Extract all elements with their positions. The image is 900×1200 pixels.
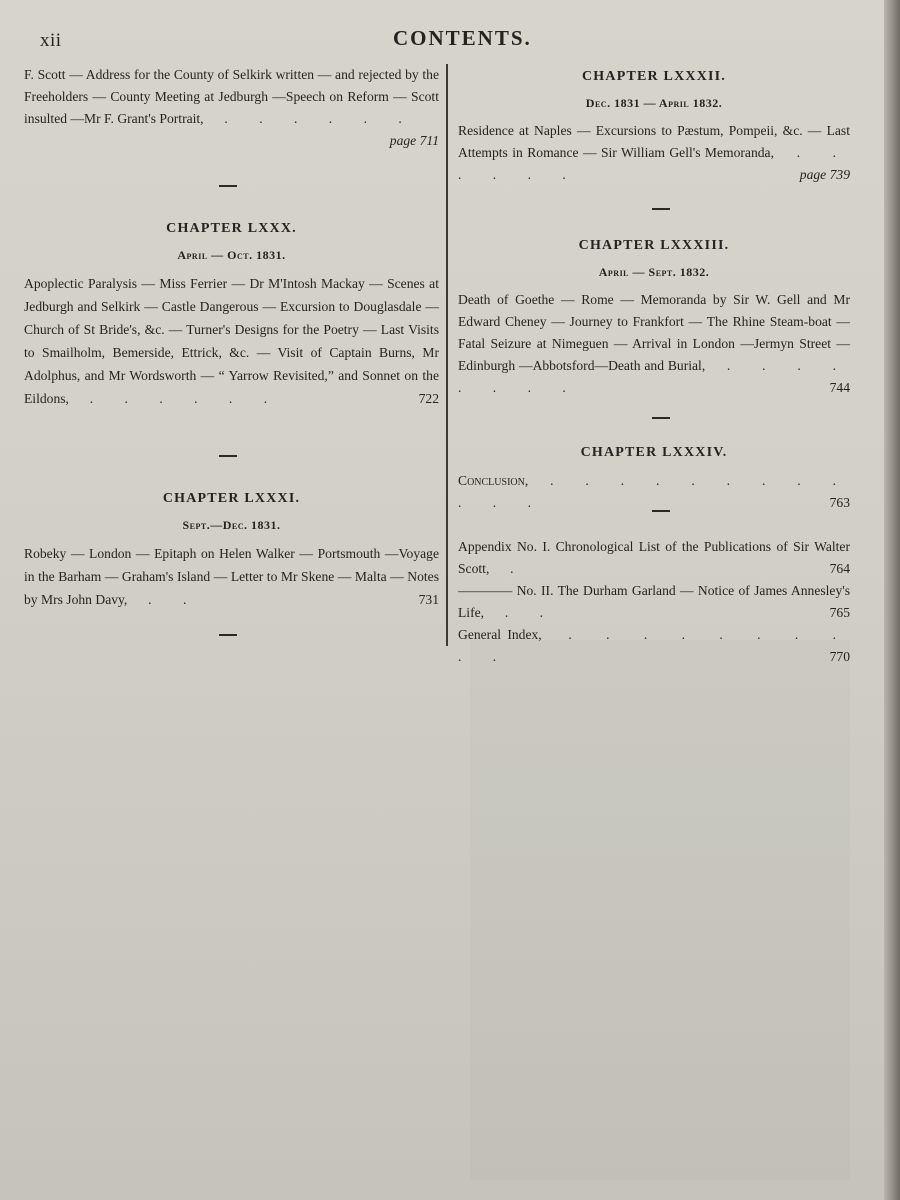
chapter-block bbox=[458, 235, 850, 399]
leader-dots: . . . . . . . . . . bbox=[458, 627, 850, 664]
leader-dots: . . . . . . . . bbox=[458, 358, 850, 395]
chapter-title: CHAPTER LXXXI. bbox=[162, 491, 301, 506]
chapter-date: April — Oct. 1831. bbox=[177, 248, 286, 262]
toc-entry bbox=[24, 542, 439, 611]
chapter-block bbox=[458, 442, 850, 514]
page-edge bbox=[884, 0, 900, 1200]
section-rule bbox=[219, 185, 237, 187]
leader-dots: . bbox=[492, 561, 528, 576]
chapter-title: CHAPTER LXXXII. bbox=[581, 69, 726, 84]
entry-page: 765 bbox=[829, 605, 850, 620]
left-column bbox=[24, 64, 439, 152]
toc-entry bbox=[24, 64, 439, 148]
chapter-date: Dec. 1831 — April 1832. bbox=[585, 96, 723, 110]
entry-text: ———— No. II. The Durham Garland — Notice of James Annesley's Life, bbox=[458, 583, 850, 620]
chapter-date: Sept.—Dec. 1831. bbox=[182, 518, 281, 532]
section-rule bbox=[652, 510, 670, 512]
entry-page: page 739 bbox=[799, 167, 850, 182]
leader-dots: . . . . . . . . . . . . bbox=[458, 473, 850, 510]
toc-entry bbox=[24, 272, 439, 410]
chapter-title: CHAPTER LXXX. bbox=[166, 221, 297, 236]
chapter-block bbox=[24, 488, 439, 611]
entry-text: Robeky — London — Epitaph on Helen Walker — Portsmouth —Voyage in the Barham — Graham's Island — Letter to Mr Skene — Malta — Notes by Mrs John Davy, bbox=[24, 546, 439, 607]
leader-dots: . . . . . . bbox=[207, 111, 416, 126]
page-title: CONTENTS. bbox=[393, 26, 532, 50]
entry-text: General Index, bbox=[458, 627, 542, 642]
entry-text: Residence at Naples — Excursions to Pæstum, Pompeii, &c. — Last Attempts in Romance — Sir William Gell's Memoranda, bbox=[458, 123, 850, 160]
toc-entry bbox=[458, 580, 850, 624]
entry-page: 744 bbox=[829, 380, 850, 395]
entry-page: 731 bbox=[418, 592, 439, 607]
chapter-title: CHAPTER LXXXIV. bbox=[580, 445, 728, 460]
entry-text: Death of Goethe — Rome — Memoranda by Sir W. Gell and Mr Edward Cheney — Journey to Frankfort — The Rhine Steam-boat — Fatal Seizure at Nimeguen — Arrival in London —Jermyn Street —Edinburgh —Abbotsford—Death and Burial, bbox=[458, 292, 850, 373]
toc-entry bbox=[458, 289, 850, 399]
section-rule bbox=[219, 455, 237, 457]
entry-text: F. Scott — Address for the County of Selkirk written — and rejected by the Freeholders — County Meeting at Jedburgh —Speech on Reform — Scott insulted —Mr F. Grant's Portrait, bbox=[24, 67, 439, 126]
leader-dots: . . . . . . bbox=[72, 391, 282, 406]
toc-entry bbox=[458, 470, 850, 514]
entry-page: 722 bbox=[418, 391, 439, 406]
chapter-date: April — Sept. 1832. bbox=[598, 265, 710, 279]
entry-text: Conclusion, bbox=[458, 473, 529, 488]
chapter-title: CHAPTER LXXXIII. bbox=[578, 238, 730, 253]
entry-page: page 711 bbox=[389, 133, 439, 148]
leader-dots: . . bbox=[130, 592, 201, 607]
section-rule bbox=[652, 208, 670, 210]
toc-entry bbox=[458, 536, 850, 580]
section-rule bbox=[652, 417, 670, 419]
toc-entry bbox=[458, 120, 850, 186]
entry-page: 770 bbox=[829, 649, 850, 664]
bleed-through-area bbox=[470, 640, 850, 1180]
entry-text: Appendix No. I. Chronological List of the Publications of Sir Walter Scott, bbox=[458, 539, 850, 576]
leader-dots: . . bbox=[487, 605, 558, 620]
chapter-block bbox=[24, 218, 439, 410]
entry-page: 763 bbox=[829, 495, 850, 510]
entry-text: Apoplectic Paralysis — Miss Ferrier — Dr M'Intosh Mackay — Scenes at Jedburgh and Selkirk — Castle Dangerous — Excursion to Douglasdale — Church of St Bride's, &c. — Turner's Designs for the Poetry — Last Visits to Smailholm, Bemerside, Ettrick, &c. — Visit of Captain Burns, Mr Adolphus, and Mr Wordsworth — “ Yarrow Revisited,” and Sonnet on the Eildons, bbox=[24, 276, 439, 406]
column-divider bbox=[446, 64, 448, 646]
page-number: xii bbox=[40, 30, 62, 51]
chapter-block bbox=[458, 66, 850, 186]
entry-page: 764 bbox=[829, 561, 850, 576]
leader-dots: . . . . . . bbox=[458, 145, 850, 182]
section-rule bbox=[219, 634, 237, 636]
